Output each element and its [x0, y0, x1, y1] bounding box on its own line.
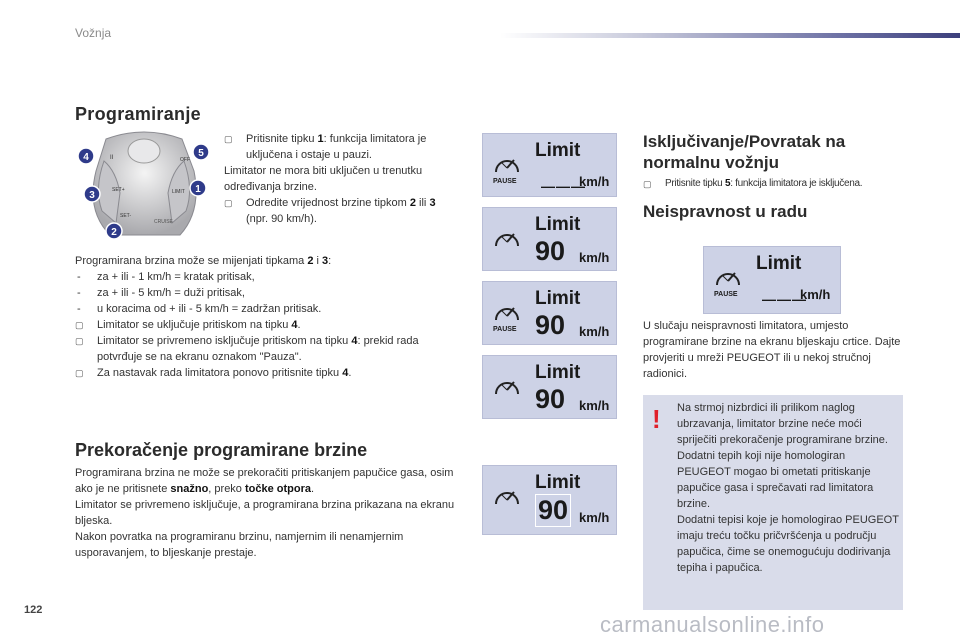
bullet-pause: ▢ Limitator se privremeno isključuje pritiskom na tipku 4: prekid rada potvrđuje se na ekranu oznakom "Pauza". — [75, 333, 465, 365]
watermark: carmanualsonline.info — [600, 612, 825, 637]
limit-label: Limit — [535, 362, 581, 383]
speedometer-icon — [493, 300, 521, 324]
display-paused-dashes — [482, 133, 617, 197]
unit-label: km/h — [579, 250, 610, 265]
warning-p1: Na strmoj nizbrdici ili prilikom naglog ubrzavanja, limitator brzine neće moći spriječiti prekoračenje programirane brzine. — [677, 402, 888, 446]
display-90-flashing — [482, 465, 617, 535]
svg-text:4: 4 — [83, 152, 89, 163]
bullet-activate: ▢ Limitator se uključuje pritiskom na tipku 4. — [75, 317, 465, 333]
speed-dashes: ——— — [762, 291, 807, 307]
speedometer-icon — [714, 265, 742, 289]
svg-text:SET-: SET- — [120, 213, 132, 219]
speed-value: 90 — [535, 236, 566, 266]
p2: Limitator se privremeno isključuje, a programirana brzina prikazana na ekranu bljeska. — [75, 499, 455, 527]
warning-p3: Dodatni tepisi koje je homologirao PEUGEOT imaju treću točku pričvršćenja u području papučica, čime se onemogućuju dodirivanja tepiha i papučica. — [677, 514, 899, 574]
programiranje-body — [75, 253, 465, 381]
section-header: Vožnja — [75, 26, 112, 40]
speedometer-icon — [493, 226, 521, 250]
pause-label: PAUSE — [493, 178, 517, 185]
warning-p2: Dodatni tepih koji nije homologiran PEUGEOT mogao bi ometati pritiskanje papučice gasa i sprečavati rad limitatora brzine. — [677, 450, 874, 510]
display-90-paused — [482, 281, 617, 345]
badge-1 — [190, 180, 206, 196]
dash-item: - za + ili - 1 km/h = kratak pritisak, — [75, 269, 465, 285]
limit-label: Limit — [535, 140, 581, 161]
unit-label: km/h — [579, 324, 610, 339]
prekoracenje-body — [75, 465, 465, 561]
speed-dashes: ——— — [541, 178, 586, 194]
unit-label: km/h — [579, 510, 610, 525]
unit-label: km/h — [579, 398, 610, 413]
p3: Nakon povratka na programiranu brzinu, namjernim ili nenamjernim usporavanjem, to bljeskanje prestaje. — [75, 531, 404, 559]
title-programiranje: Programiranje — [75, 104, 201, 124]
speedometer-icon — [493, 152, 521, 176]
p1: Programirana brzina ne može se prekoračiti pritiskanjem papučice gasa, osim ako je ne pritisnete snažno, preko točke otpora. — [75, 467, 454, 495]
svg-text:3: 3 — [89, 190, 95, 201]
bullet-resume: ▢ Za nastavak rada limitatora ponovo pritisnite tipku 4. — [75, 365, 465, 381]
dash-item: - za + ili - 5 km/h = duži pritisak, — [75, 285, 465, 301]
limit-label: Limit — [535, 288, 581, 309]
bullet-key1: ▢ Pritisnite tipku 1: funkcija limitatora je uključena i ostaje u pauzi. — [224, 131, 464, 163]
warning-icon: ! — [652, 404, 661, 434]
svg-text:CRUISE: CRUISE — [154, 219, 173, 225]
steering-wheel-controls-illustration — [76, 131, 213, 240]
intro-text: Programirana brzina može se mijenjati tipkama 2 i 3: — [75, 255, 332, 267]
limit-label: Limit — [756, 253, 802, 274]
limit-label: Limit — [535, 214, 581, 235]
speed-value: 90 — [535, 310, 566, 340]
badge-4 — [78, 148, 94, 164]
limit-label: Limit — [535, 472, 581, 493]
page-number: 122 — [24, 604, 43, 616]
svg-text:5: 5 — [198, 148, 204, 159]
pause-label: PAUSE — [493, 326, 517, 333]
display-fault-dashes — [703, 246, 841, 314]
warning-text — [677, 400, 899, 576]
svg-text:OFF: OFF — [180, 157, 190, 163]
pause-label: PAUSE — [714, 291, 738, 298]
bullet-key5: ▢ Pritisnite tipku 5: funkcija limitatora je isključena. — [643, 176, 935, 192]
programiranje-top-text — [224, 131, 464, 227]
title-neispravnost: Neispravnost u radu — [643, 202, 808, 221]
unit-label: km/h — [579, 174, 610, 189]
speedometer-icon — [493, 484, 521, 508]
display-90-active — [482, 355, 617, 419]
title-prekoracenje: Prekoračenje programirane brzine — [75, 440, 368, 460]
bullet-key23: ▢ Odredite vrijednost brzine tipkom 2 ili 3 (npr. 90 km/h). — [224, 195, 464, 227]
note-text: Limitator ne mora biti uključen u trenutku određivanja brzine. — [224, 165, 423, 193]
header-bar — [500, 33, 960, 38]
badge-3 — [84, 186, 100, 202]
svg-text:1: 1 — [195, 184, 201, 195]
speedometer-icon — [493, 374, 521, 398]
unit-label: km/h — [800, 287, 831, 302]
svg-text:II: II — [110, 155, 114, 161]
badge-5 — [193, 144, 209, 160]
display-90 — [482, 207, 617, 271]
speed-value: 90 — [535, 494, 571, 527]
badge-2 — [106, 223, 122, 239]
svg-text:LIMIT: LIMIT — [172, 189, 185, 195]
svg-text:SET+: SET+ — [112, 187, 125, 193]
title-iskljucivanje: Isključivanje/Povratak na normalnu vožnju — [643, 132, 846, 172]
dash-item: - u koracima od + ili - 5 km/h = zadržan pritisak. — [75, 301, 465, 317]
speed-value: 90 — [535, 384, 566, 414]
neispravnost-text: U slučaju neispravnosti limitatora, umjesto programirane brzine na ekranu bljeskaju crtice. Dajte provjeriti u mreži PEUGEOT ili u nekoj stručnoj radionici. — [643, 320, 901, 380]
svg-text:2: 2 — [111, 227, 117, 238]
